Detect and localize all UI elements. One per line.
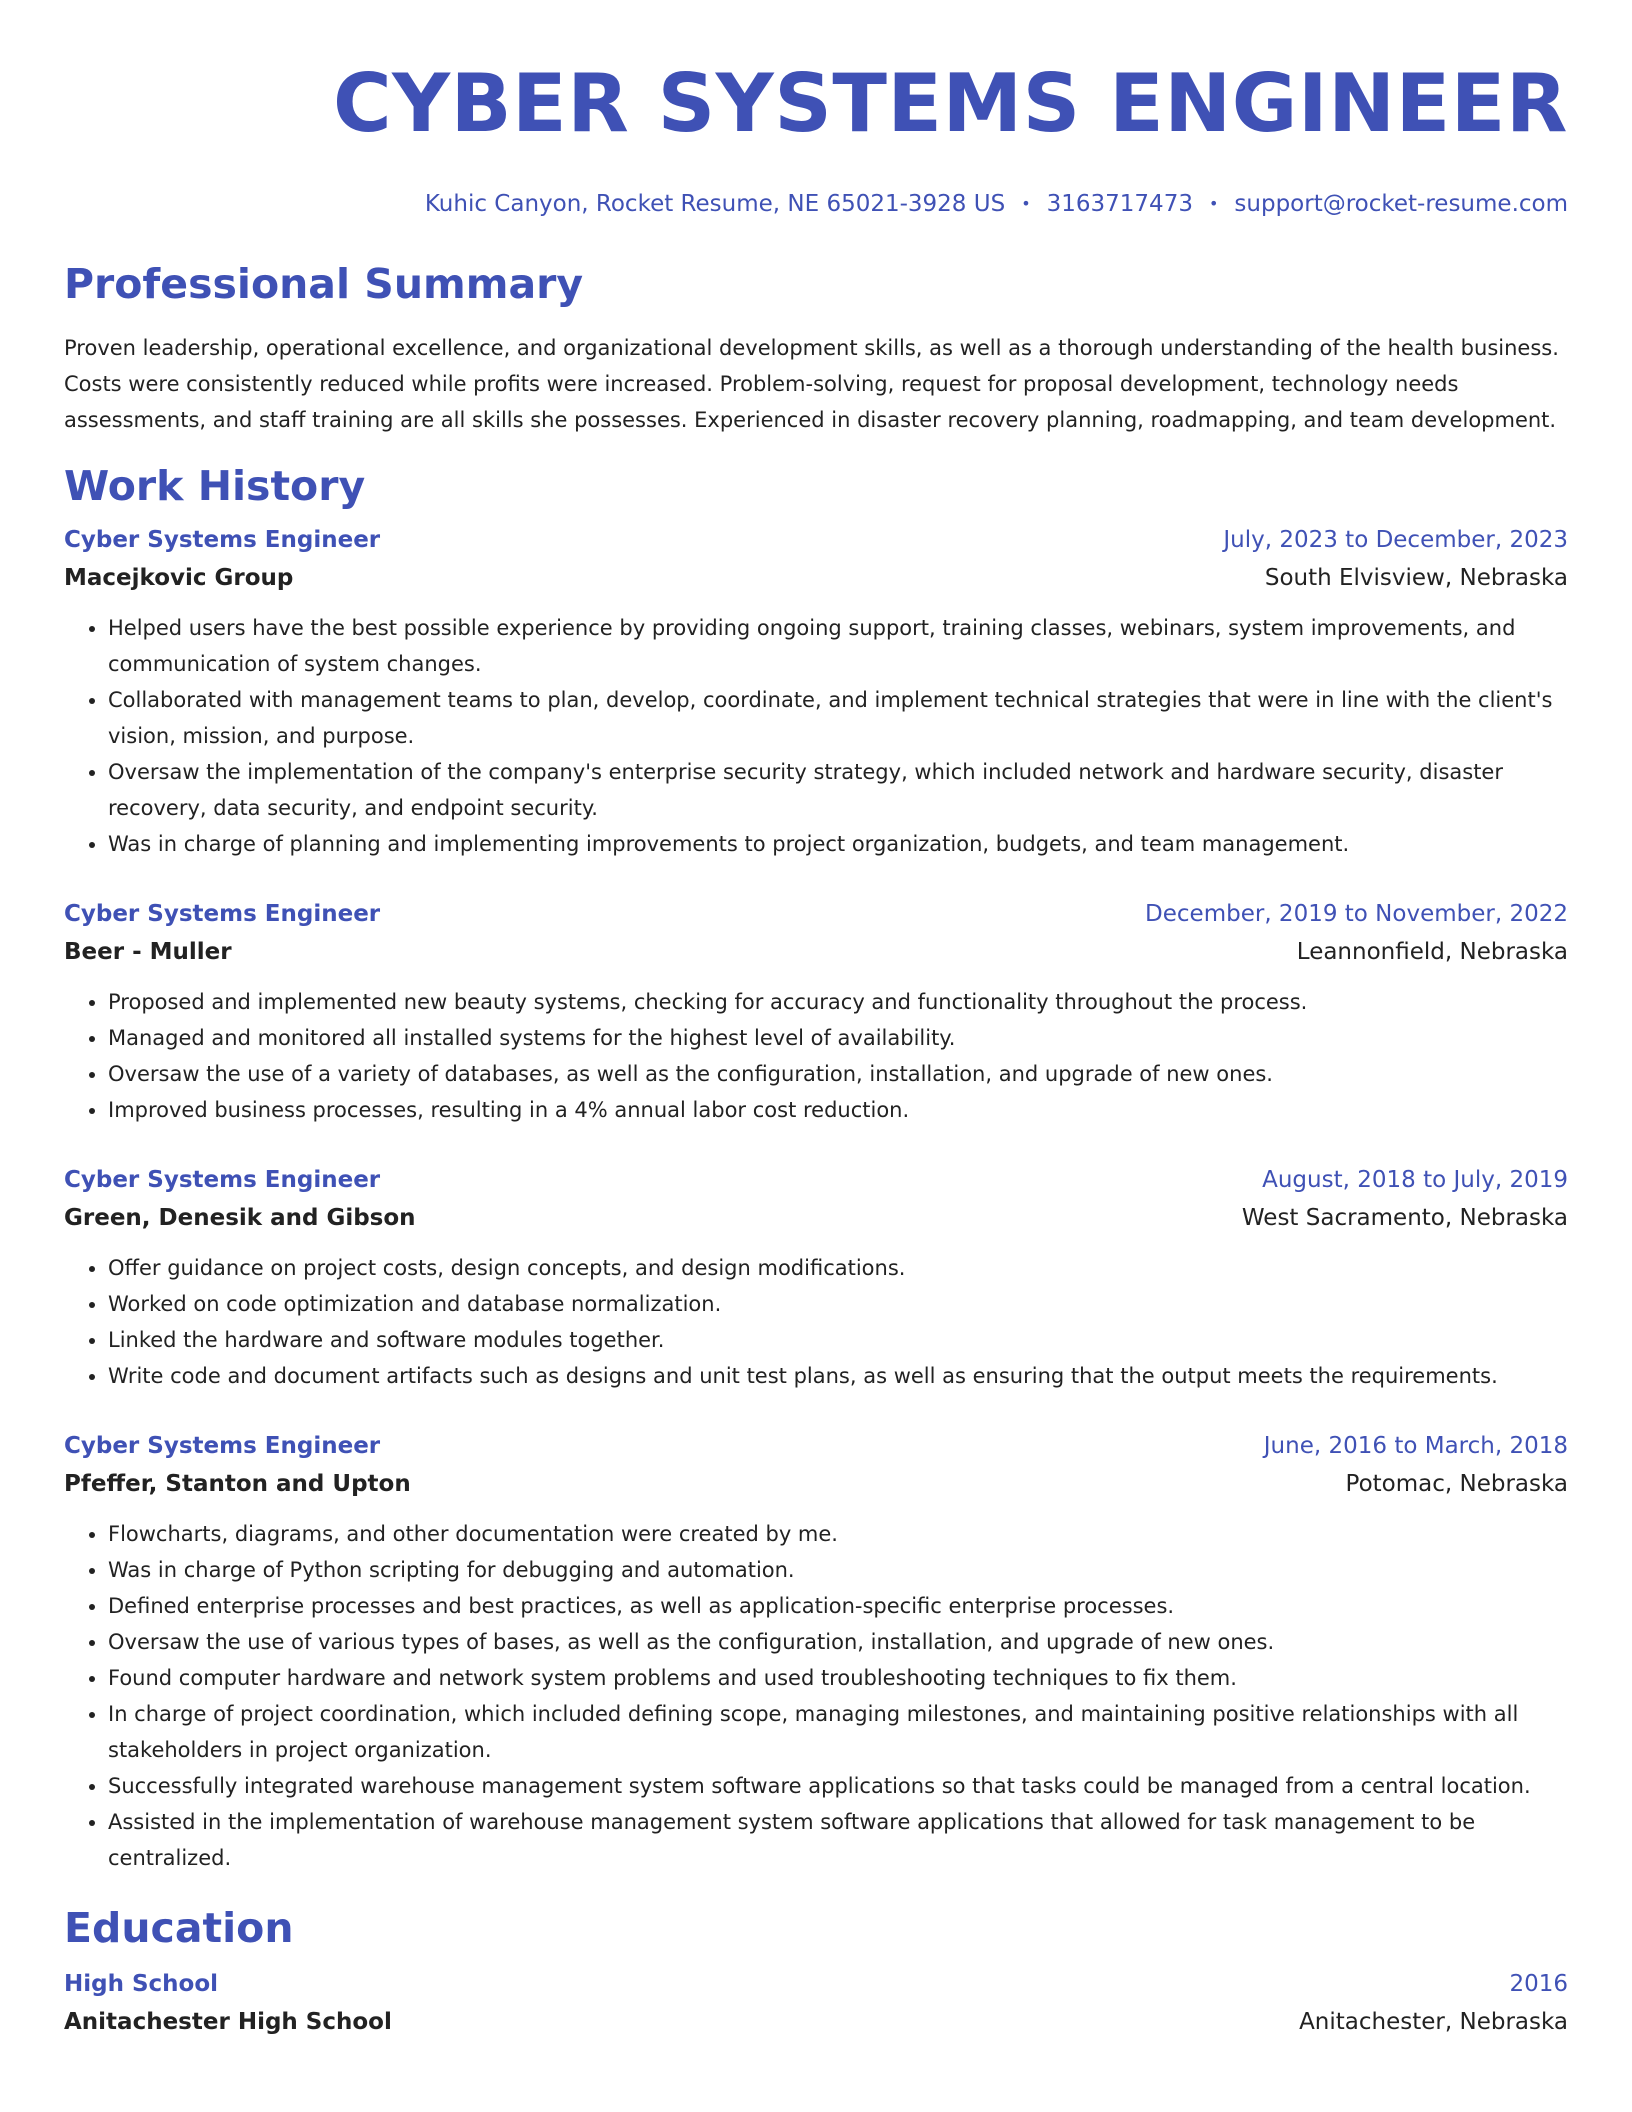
job-bullet: • Improved business processes, resulting in a 4% annual labor cost reduction.: [108, 1092, 1568, 1128]
contact-address: Kuhic Canyon, Rocket Resume, NE 65021-3928 US: [424, 191, 1006, 217]
job-location: South Elvisview, Nebraska: [1264, 565, 1568, 591]
job-bullet: • In charge of project coordination, which included defining scope, managing milestones, and maintaining positive relationships with all stakeholders in project organization.: [108, 1696, 1568, 1768]
job-bullets: [64, 610, 1568, 862]
job-bullets: [64, 984, 1568, 1128]
contact-phone: 3163717473: [1046, 191, 1193, 217]
job-location: West Sacramento, Nebraska: [1241, 1205, 1568, 1231]
job-bullet: • Defined enterprise processes and best practices, as well as application-specific enterprise processes.: [108, 1588, 1568, 1624]
job-location: Potomac, Nebraska: [1345, 1471, 1568, 1497]
section-title-education: Education: [64, 1904, 294, 1952]
job-company: Macejkovic Group: [64, 565, 294, 591]
job-role: Cyber Systems Engineer: [64, 1167, 381, 1193]
job-company-row: [64, 932, 1568, 972]
education-year: 2016: [1509, 1971, 1568, 1997]
education-school: Anitachester High School: [64, 2009, 392, 2035]
job-entry: [64, 522, 1568, 862]
contact-separator: •: [1208, 194, 1219, 213]
job-role: Cyber Systems Engineer: [64, 901, 381, 927]
job-entry: [64, 1428, 1568, 1876]
job-bullet: • Oversaw the use of various types of bases, as well as the configuration, installation, and upgrade of new ones.: [108, 1624, 1568, 1660]
resume-title: CYBER SYSTEMS ENGINEER: [332, 57, 1568, 150]
job-bullet: • Linked the hardware and software modules together.: [108, 1322, 1568, 1358]
section-title-work-history: Work History: [64, 462, 366, 510]
job-bullet: • Successfully integrated warehouse management system software applications so that tasks could be managed from a central location.: [108, 1768, 1568, 1804]
contact-line: [64, 188, 1568, 222]
job-company-row: [64, 558, 1568, 598]
job-location: Leannonfield, Nebraska: [1296, 939, 1568, 965]
job-bullet: • Assisted in the implementation of warehouse management system software applications that allowed for task management to be centralized.: [108, 1804, 1568, 1876]
education-degree: High School: [64, 1971, 219, 1997]
job-entry: [64, 896, 1568, 1128]
job-header-row: [64, 522, 1568, 558]
job-bullet: • Proposed and implemented new beauty systems, checking for accuracy and functionality throughout the process.: [108, 984, 1568, 1020]
job-bullets: [64, 1250, 1568, 1394]
job-bullet: • Managed and monitored all installed systems for the highest level of availability.: [108, 1020, 1568, 1056]
job-bullet: • Collaborated with management teams to plan, develop, coordinate, and implement technical strategies that were in line with the client's vision, mission, and purpose.: [108, 682, 1568, 754]
job-bullets: [64, 1516, 1568, 1876]
education-location: Anitachester, Nebraska: [1299, 2009, 1568, 2035]
job-bullet: • Offer guidance on project costs, design concepts, and design modifications.: [108, 1250, 1568, 1286]
job-company: Green, Denesik and Gibson: [64, 1205, 416, 1231]
job-bullet: • Oversaw the use of a variety of databases, as well as the configuration, installation, and upgrade of new ones.: [108, 1056, 1568, 1092]
job-bullet: • Found computer hardware and network system problems and used troubleshooting techniques to fix them.: [108, 1660, 1568, 1696]
job-bullet: • Write code and document artifacts such as designs and unit test plans, as well as ensuring that the output meets the requirements.: [108, 1358, 1568, 1394]
job-bullet: • Oversaw the implementation of the company's enterprise security strategy, which included network and hardware security, disaster recovery, data security, and endpoint security.: [108, 754, 1568, 826]
job-bullet: • Was in charge of Python scripting for debugging and automation.: [108, 1552, 1568, 1588]
job-entry: [64, 1162, 1568, 1394]
job-dates: June, 2016 to March, 2018: [1263, 1433, 1568, 1459]
job-company-row: [64, 1464, 1568, 1504]
job-bullet: • Was in charge of planning and implementing improvements to project organization, budgets, and team management.: [108, 826, 1568, 862]
summary-text: Proven leadership, operational excellence, and organizational development skills, as well as a thorough understanding of the health business. Costs were consistently reduced while profits were increased. Problem-solving, request for proposal development, technology needs assessments, and staff training are all skills she possesses. Experienced in disaster recovery planning, roadmapping, and team development.: [64, 336, 1559, 432]
education-header-row: [64, 1966, 1568, 2002]
job-company-row: [64, 1198, 1568, 1238]
job-header-row: [64, 1162, 1568, 1198]
job-header-row: [64, 1428, 1568, 1464]
job-role: Cyber Systems Engineer: [64, 527, 381, 553]
job-company: Beer - Muller: [64, 939, 232, 965]
contact-separator: •: [1021, 194, 1031, 213]
job-role: Cyber Systems Engineer: [64, 1433, 381, 1459]
job-bullet: • Worked on code optimization and database normalization.: [108, 1286, 1568, 1322]
job-company: Pfeffer, Stanton and Upton: [64, 1471, 411, 1497]
education-entry: [64, 1966, 1568, 2042]
job-dates: July, 2023 to December, 2023: [1223, 527, 1568, 553]
education-school-row: [64, 2002, 1568, 2042]
contact-email: support@rocket-resume.com: [1234, 191, 1568, 217]
section-title-summary: Professional Summary: [64, 260, 584, 308]
job-dates: August, 2018 to July, 2019: [1262, 1167, 1568, 1193]
job-bullet: • Flowcharts, diagrams, and other documentation were created by me.: [108, 1516, 1568, 1552]
job-dates: December, 2019 to November, 2022: [1145, 901, 1568, 927]
job-bullet: • Helped users have the best possible experience by providing ongoing support, training classes, webinars, system improvements, and communication of system changes.: [108, 610, 1568, 682]
job-header-row: [64, 896, 1568, 932]
